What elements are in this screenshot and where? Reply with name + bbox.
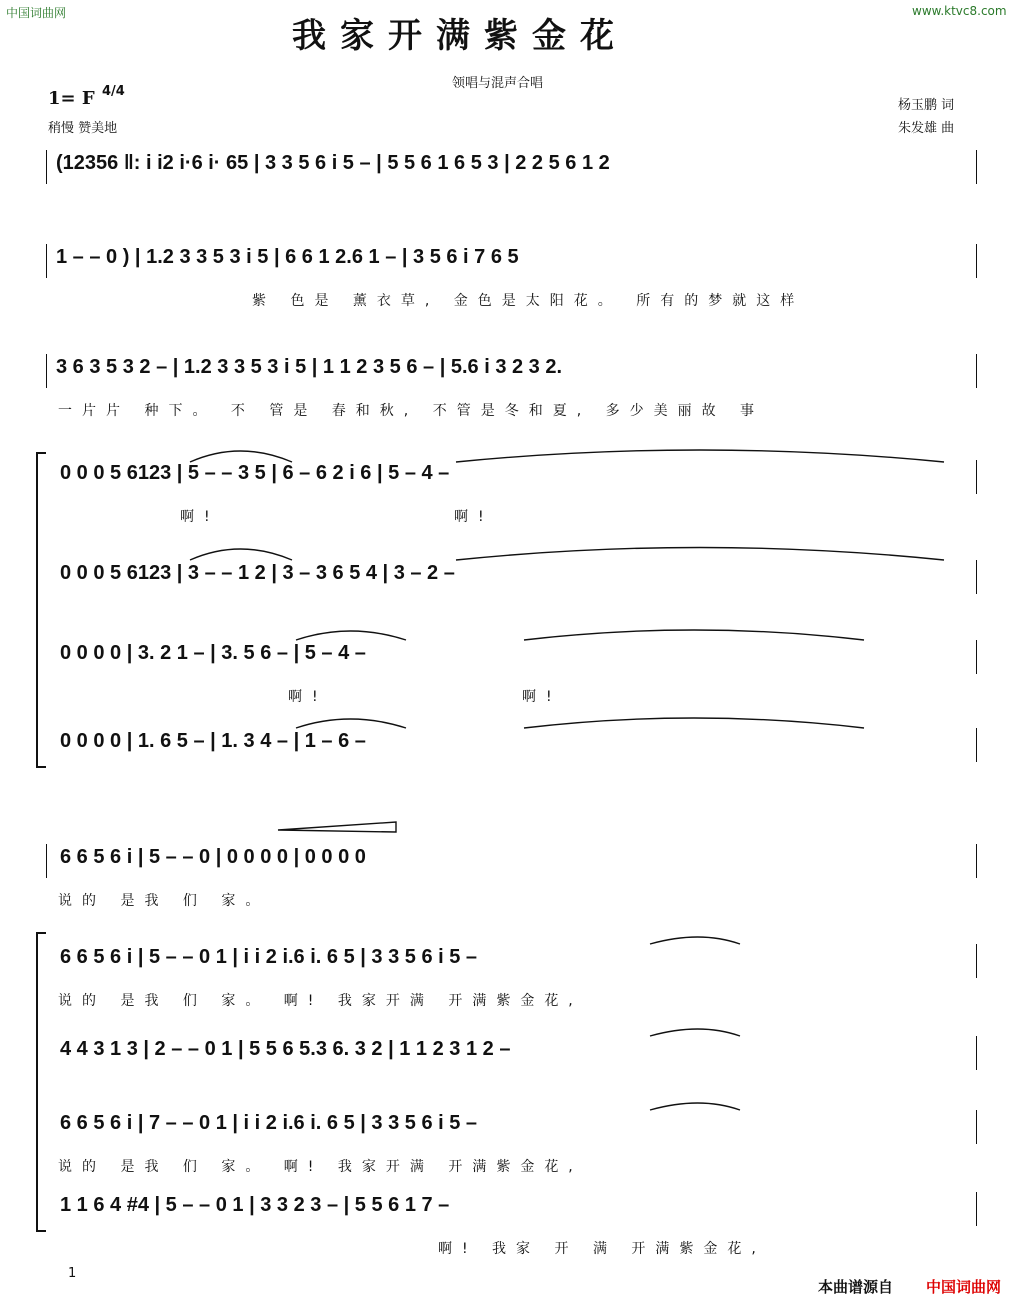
lyric-line: 说的 是我 们 家。 啊! 我家开满 开满紫金花, xyxy=(58,1159,583,1175)
notation-line: 1 – – 0 ) | 1.2 3 3 5 3 i 5 | 6 6 1 2.6 1 – | 3 5 6 i 7 6 5 xyxy=(56,246,519,268)
notation-line: 4 4 3 1 3 | 2 – – 0 1 | 5 5 6 5.3 6. 3 2 | 1 1 2 3 1 2 – xyxy=(60,1038,511,1060)
system-bracket xyxy=(36,932,46,1232)
notation-line: (12356 ‖: i i2 i·6 i· 65 | 3 3 5 6 i 5 – | 5 5 6 1 6 5 3 | 2 2 5 6 1 2 xyxy=(56,152,610,174)
notation-line: 0 0 0 0 | 1. 6 5 – | 1. 3 4 – | 1 – 6 – xyxy=(60,730,366,752)
lyric-line: 说的 是我 们 家。 xyxy=(58,893,270,909)
lyric-line: 啊! 啊! xyxy=(288,689,562,705)
lyric-line: 啊! 啊! xyxy=(180,509,494,525)
notation-line: 0 0 0 5 6123 | 5 – – 3 5 | 6 – 6 2 i 6 | 5 – 4 – xyxy=(60,462,450,484)
key-signature: 1= F xyxy=(48,88,95,109)
source-label: 本曲谱源自 xyxy=(818,1278,894,1296)
lyricist: 杨玉鹏 词 xyxy=(898,98,955,113)
notation-line: 6 6 5 6 i | 7 – – 0 1 | i i 2 i.6 i. 6 5 | 3 3 5 6 i 5 – xyxy=(60,1112,478,1134)
lyric-line: 紫 色是 薰衣草, 金色是太阳花。 所有的梦就这样 xyxy=(252,293,805,309)
subtitle: 领唱与混声合唱 xyxy=(452,76,544,91)
time-signature: 4/4 xyxy=(102,84,125,99)
song-title: 我家开满紫金花 xyxy=(292,16,628,56)
system-bracket xyxy=(36,452,46,768)
tempo-marking: 稍慢 赞美地 xyxy=(48,121,118,136)
lyric-line: 啊! 我家 开 满 开满紫金花, xyxy=(438,1241,766,1257)
notation-line: 6 6 5 6 i | 5 – – 0 1 | i i 2 i.6 i. 6 5 | 3 3 5 6 i 5 – xyxy=(60,946,478,968)
site-watermark-left: 中国词曲网 xyxy=(6,6,67,20)
notation-line: 0 0 0 0 | 3. 2 1 – | 3. 5 6 – | 5 – 4 – xyxy=(60,642,366,664)
lyric-line: 一片片 种下。 不 管是 春和秋, 不管是冬和夏, 多少美丽故 事 xyxy=(58,403,765,419)
notation-line: 0 0 0 5 6123 | 3 – – 1 2 | 3 – 3 6 5 4 | 3 – 2 – xyxy=(60,562,455,584)
site-watermark-right[interactable]: www.ktvc8.com xyxy=(912,4,1007,18)
notation-line: 6 6 5 6 i | 5 – – 0 | 0 0 0 0 | 0 0 0 0 xyxy=(60,846,366,868)
page-number: 1 xyxy=(68,1266,77,1281)
notation-line: 1 1 6 4 #4 | 5 – – 0 1 | 3 3 2 3 – | 5 5 6 1 7 – xyxy=(60,1194,450,1216)
composer: 朱发雄 曲 xyxy=(898,121,955,136)
source-site[interactable]: 中国词曲网 xyxy=(926,1278,1002,1296)
notation-line: 3 6 3 5 3 2 – | 1.2 3 3 5 3 i 5 | 1 1 2 3 5 6 – | 5.6 i 3 2 3 2. xyxy=(56,356,563,378)
lyric-line: 说的 是我 们 家。 啊! 我家开满 开满紫金花, xyxy=(58,993,583,1009)
